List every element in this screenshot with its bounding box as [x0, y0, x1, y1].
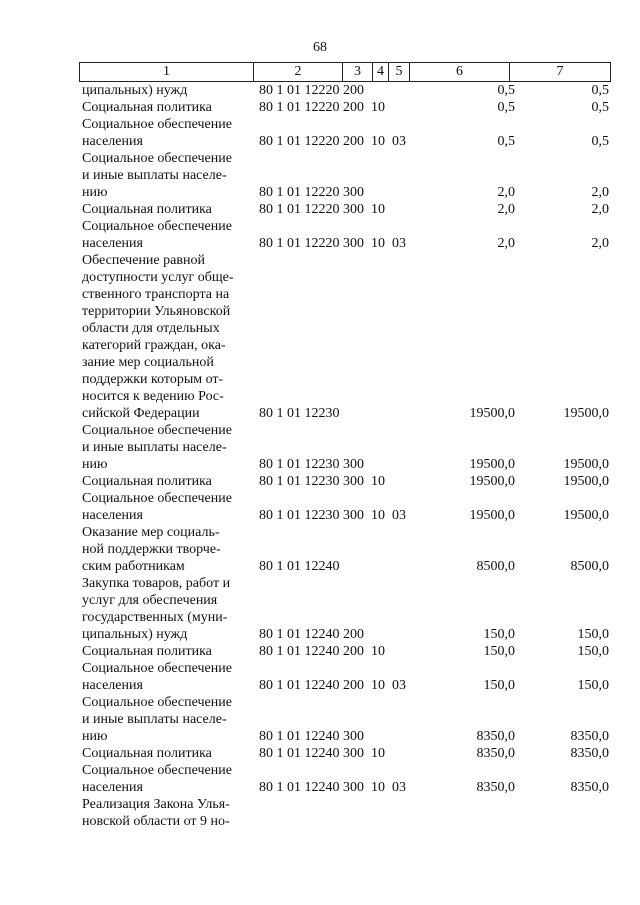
table-row [82, 218, 612, 252]
amount-col7: 8350,0 [570, 780, 609, 795]
description-line: Социальная политика [82, 100, 212, 115]
description-line: и иные выплаты населе- [82, 440, 227, 455]
description-line: Социальное обеспечение [82, 491, 232, 506]
budget-code: 80 1 01 12220 200 10 [259, 100, 385, 115]
amount-col7: 8350,0 [570, 729, 609, 744]
budget-code: 80 1 01 12230 [259, 406, 340, 421]
amount-col6: 19500,0 [469, 474, 515, 489]
description-line: населения [82, 236, 143, 251]
budget-code: 80 1 01 12240 200 10 03 [259, 678, 406, 693]
amount-col7: 19500,0 [563, 457, 609, 472]
row-description [82, 218, 252, 252]
amount-col7: 2,0 [591, 202, 609, 217]
budget-code: 80 1 01 12240 300 10 03 [259, 780, 406, 795]
description-line: населения [82, 780, 143, 795]
amount-col7: 8350,0 [570, 746, 609, 761]
description-line: Социальное обеспечение [82, 661, 232, 676]
description-line: Социальное обеспечение [82, 695, 232, 710]
description-line: услуг для обеспечения [82, 593, 218, 608]
table-row [82, 490, 612, 524]
budget-code: 80 1 01 12220 300 10 03 [259, 236, 406, 251]
budget-code: 80 1 01 12220 300 10 [259, 202, 385, 217]
description-line: и иные выплаты населе- [82, 712, 227, 727]
column-header-3: 3 [343, 63, 373, 81]
amount-col6: 19500,0 [469, 406, 515, 421]
description-line: области для отдельных [82, 321, 220, 336]
column-header-6: 6 [410, 63, 510, 81]
description-line: Социальная политика [82, 644, 212, 659]
column-header-2: 2 [254, 63, 343, 81]
column-header-1: 1 [80, 63, 254, 81]
description-line: государственных (муни- [82, 610, 228, 625]
amount-col6: 8350,0 [476, 746, 515, 761]
table-row [82, 575, 612, 643]
description-line: доступности услуг обще- [82, 270, 234, 285]
row-description [82, 422, 252, 473]
budget-code: 80 1 01 12240 200 10 [259, 644, 385, 659]
budget-code: 80 1 01 12240 200 [259, 627, 364, 642]
amount-col7: 150,0 [577, 678, 609, 693]
table-header [79, 62, 611, 82]
budget-code: 80 1 01 12240 [259, 559, 340, 574]
description-line: населения [82, 134, 143, 149]
description-line: Социальная политика [82, 474, 212, 489]
description-line: носится к ведению Рос- [82, 389, 224, 404]
table-row [82, 99, 612, 116]
amount-col6: 8350,0 [476, 729, 515, 744]
description-line: нию [82, 457, 108, 472]
amount-col7: 2,0 [591, 185, 609, 200]
description-line: ципальных) нужд [82, 83, 188, 98]
description-line: Социальная политика [82, 202, 212, 217]
description-line: Социальное обеспечение [82, 219, 232, 234]
description-line: Реализация Закона Улья- [82, 797, 230, 812]
table-row [82, 116, 612, 150]
amount-col6: 2,0 [497, 185, 515, 200]
table-row [82, 252, 612, 422]
column-header-5: 5 [389, 63, 410, 81]
description-line: ственного транспорта на [82, 287, 230, 302]
amount-col7: 19500,0 [563, 474, 609, 489]
description-line: зание мер социальной [82, 355, 214, 370]
table-row [82, 201, 612, 218]
row-description [82, 99, 252, 116]
row-description [82, 660, 252, 694]
description-line: Оказание мер социаль- [82, 525, 220, 540]
description-line: Социальное обеспечение [82, 763, 232, 778]
budget-code: 80 1 01 12230 300 10 [259, 474, 385, 489]
amount-col6: 2,0 [497, 202, 515, 217]
amount-col7: 150,0 [577, 644, 609, 659]
table-row [82, 422, 612, 473]
amount-col7: 2,0 [591, 236, 609, 251]
description-line: населения [82, 508, 143, 523]
row-description [82, 762, 252, 796]
table-row [82, 643, 612, 660]
description-line: Обеспечение равной [82, 253, 205, 268]
row-description [82, 796, 252, 830]
description-line: сийской Федерации [82, 406, 200, 421]
description-line: категорий граждан, ока- [82, 338, 226, 353]
amount-col6: 8350,0 [476, 780, 515, 795]
row-description [82, 524, 252, 575]
row-description [82, 252, 252, 422]
table-row [82, 82, 612, 99]
row-description [82, 201, 252, 218]
table-row [82, 524, 612, 575]
description-line: территории Ульяновской [82, 304, 231, 319]
amount-col7: 19500,0 [563, 406, 609, 421]
amount-col6: 0,5 [497, 83, 515, 98]
page-number: 68 [313, 40, 327, 55]
amount-col7: 0,5 [591, 134, 609, 149]
description-line: новской области от 9 но- [82, 814, 230, 829]
description-line: нию [82, 729, 108, 744]
budget-code: 80 1 01 12240 300 [259, 729, 364, 744]
description-line: Закупка товаров, работ и [82, 576, 231, 591]
description-line: ной поддержки творче- [82, 542, 221, 557]
description-line: Социальное обеспечение [82, 117, 232, 132]
amount-col6: 8500,0 [476, 559, 515, 574]
description-line: ципальных) нужд [82, 627, 188, 642]
description-line: Социальное обеспечение [82, 151, 232, 166]
row-description [82, 490, 252, 524]
budget-code: 80 1 01 12220 200 [259, 83, 364, 98]
amount-col7: 8500,0 [570, 559, 609, 574]
amount-col6: 0,5 [497, 100, 515, 115]
table-row [82, 473, 612, 490]
row-description [82, 473, 252, 490]
row-description [82, 575, 252, 643]
description-line: Социальная политика [82, 746, 212, 761]
amount-col7: 0,5 [591, 83, 609, 98]
table-body [82, 82, 612, 830]
table-row [82, 762, 612, 796]
column-header-7: 7 [556, 64, 564, 79]
description-line: нию [82, 185, 108, 200]
amount-col6: 150,0 [483, 644, 515, 659]
row-description [82, 643, 252, 660]
description-line: поддержки которым от- [82, 372, 224, 387]
table-row [82, 796, 612, 830]
budget-code: 80 1 01 12220 300 [259, 185, 364, 200]
row-description [82, 694, 252, 745]
amount-col7: 150,0 [577, 627, 609, 642]
description-line: населения [82, 678, 143, 693]
description-line: ским работникам [82, 559, 185, 574]
budget-code: 80 1 01 12230 300 10 03 [259, 508, 406, 523]
budget-code: 80 1 01 12240 300 10 [259, 746, 385, 761]
amount-col6: 150,0 [483, 678, 515, 693]
description-line: и иные выплаты населе- [82, 168, 227, 183]
column-header-4: 4 [373, 63, 389, 81]
budget-code: 80 1 01 12220 200 10 03 [259, 134, 406, 149]
table-row [82, 745, 612, 762]
amount-col6: 150,0 [483, 627, 515, 642]
row-description [82, 150, 252, 201]
row-description [82, 82, 252, 99]
row-description [82, 116, 252, 150]
table-row [82, 150, 612, 201]
amount-col6: 2,0 [497, 236, 515, 251]
amount-col6: 19500,0 [469, 508, 515, 523]
row-description [82, 745, 252, 762]
description-line: Социальное обеспечение [82, 423, 232, 438]
amount-col7: 0,5 [591, 100, 609, 115]
table-row [82, 694, 612, 745]
budget-code: 80 1 01 12230 300 [259, 457, 364, 472]
amount-col6: 0,5 [497, 134, 515, 149]
amount-col7: 19500,0 [563, 508, 609, 523]
amount-col6: 19500,0 [469, 457, 515, 472]
table-row [82, 660, 612, 694]
